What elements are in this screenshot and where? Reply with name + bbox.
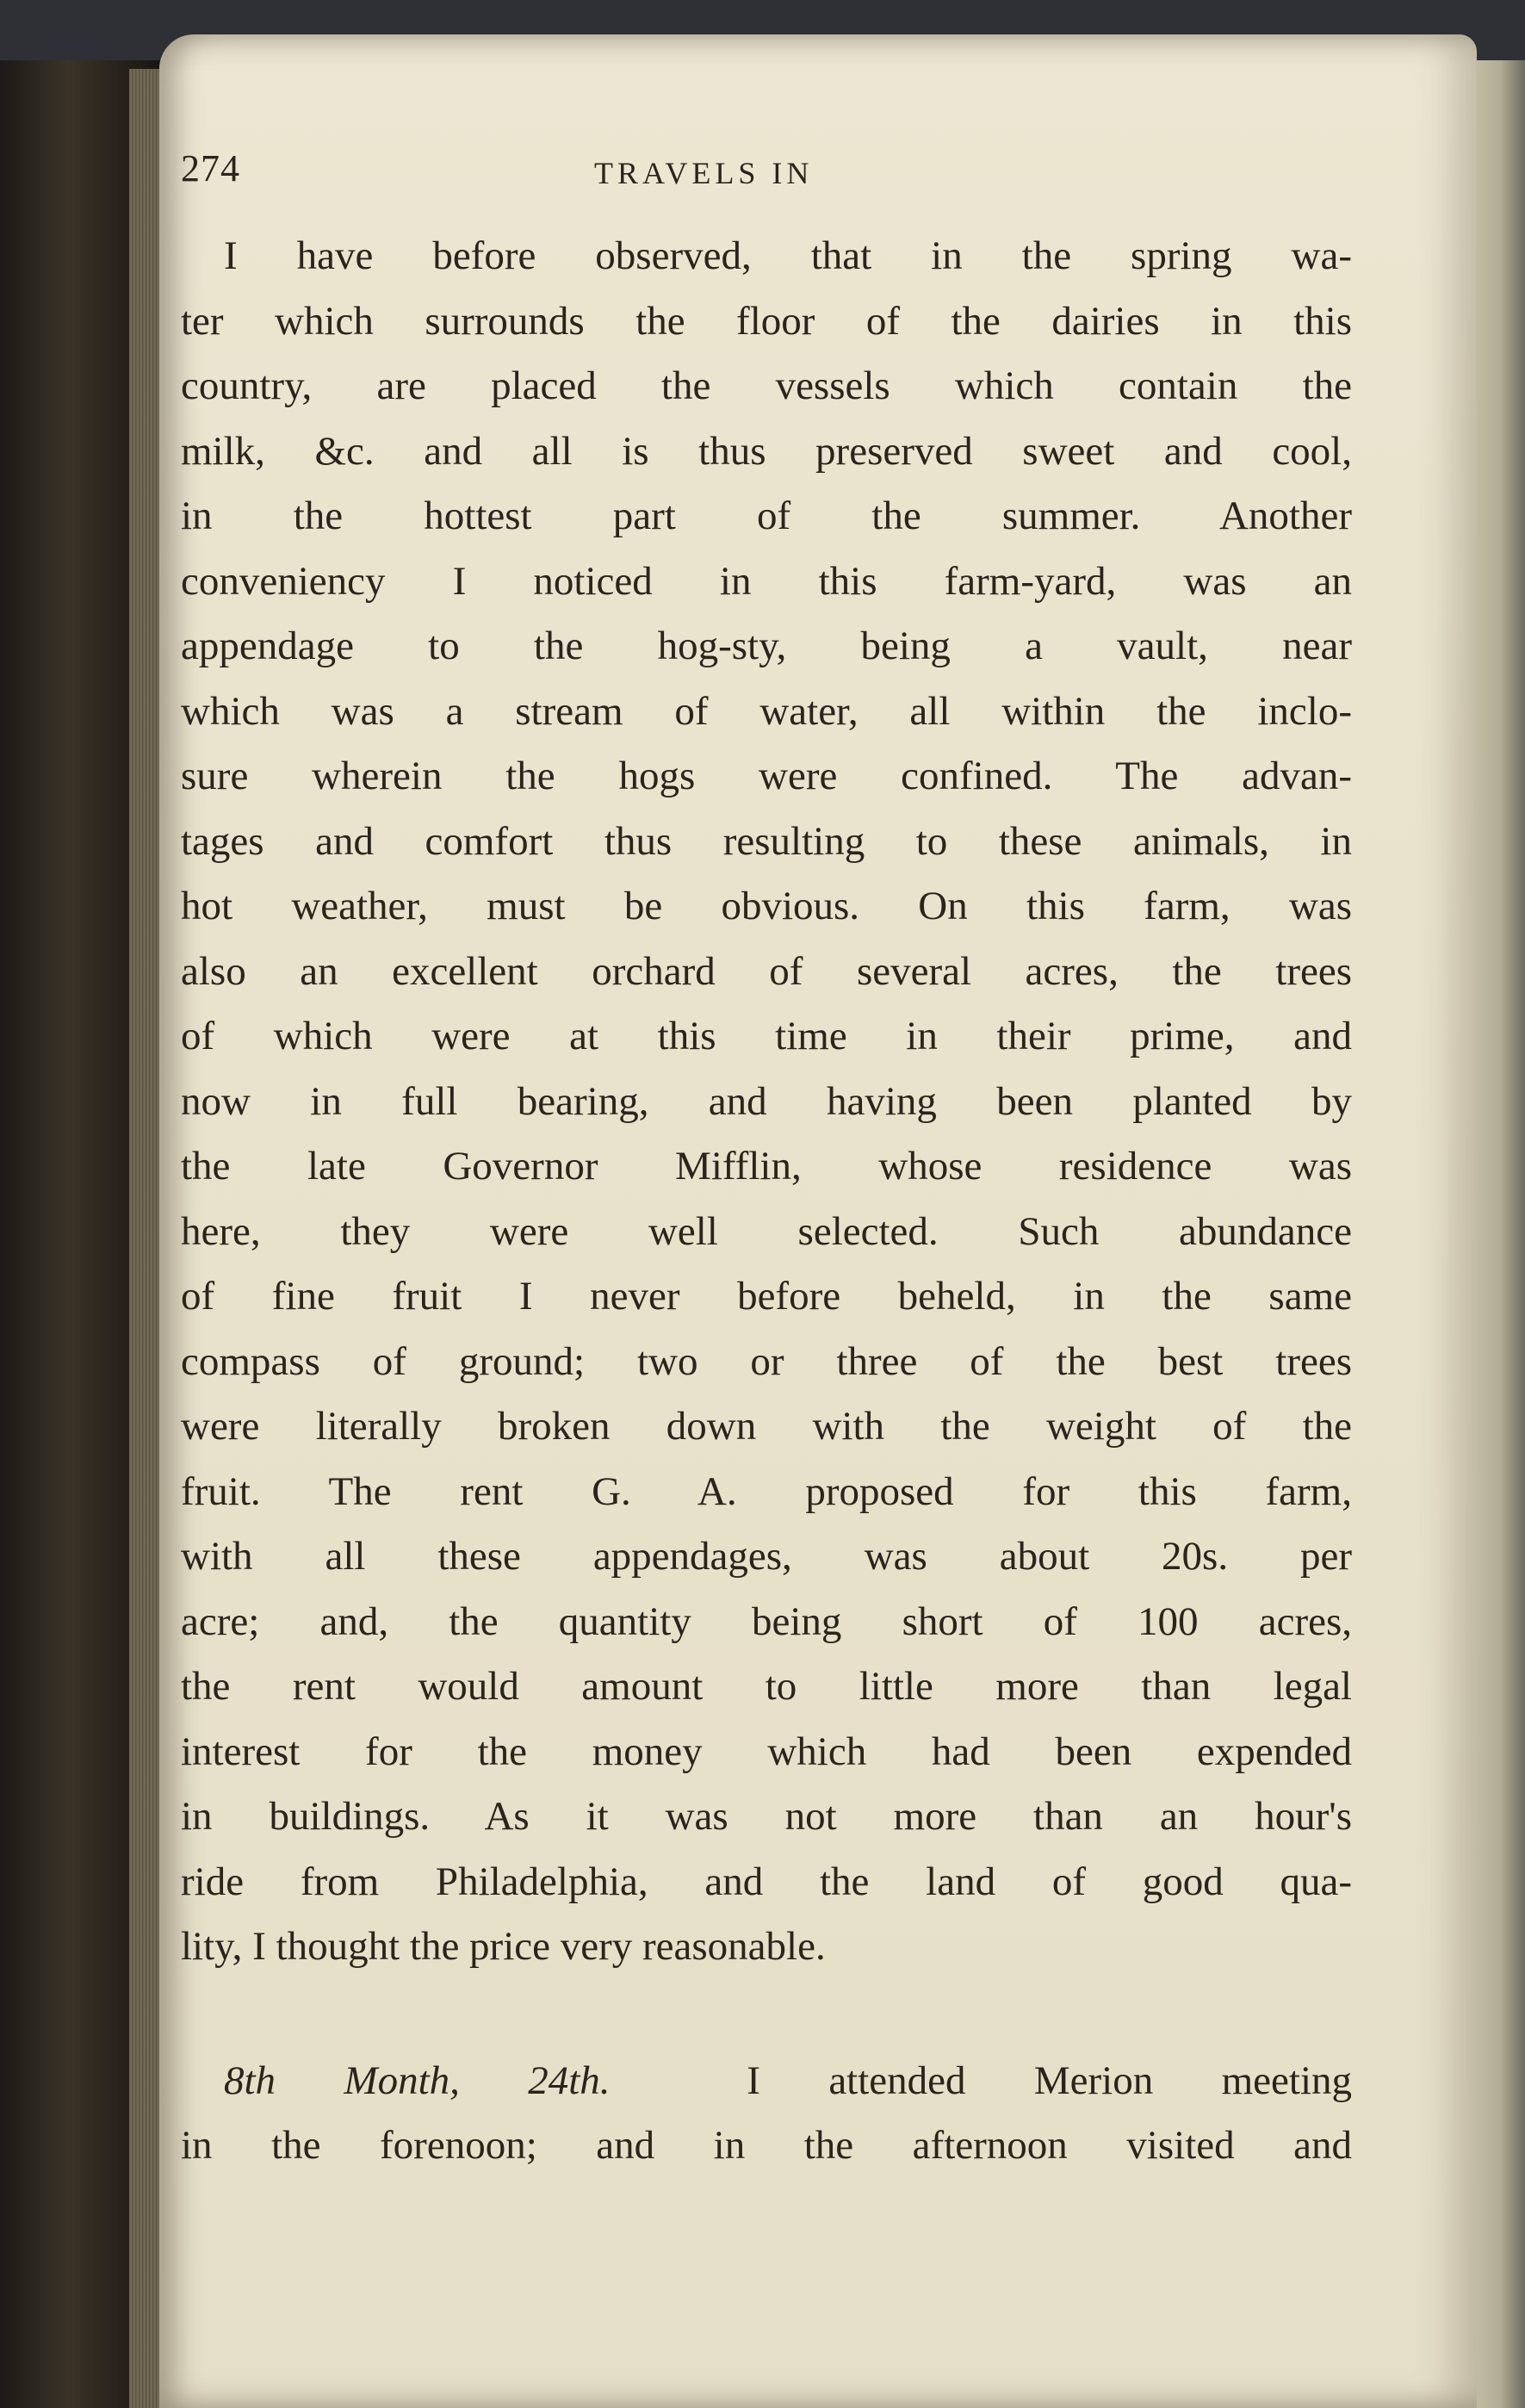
text-line: conveniency I noticed in this farm-yard, was an: [181, 558, 1352, 604]
text-line: here, they were well selected. Such abundance: [181, 1208, 1352, 1254]
text-line: with all these appendages, was about 20s. per: [181, 1534, 1352, 1579]
text-line: in buildings. As it was not more than an hour's: [181, 1794, 1352, 1839]
text-line: appendage to the hog-sty, being a vault, near: [181, 624, 1352, 668]
text-line: acre; and, the quantity being short of 100 acres,: [181, 1598, 1352, 1644]
text-line: the late Governor Mifflin, whose residence was: [181, 1144, 1352, 1188]
text-line: compass of ground; two or three of the best trees: [181, 1338, 1352, 1384]
paragraph-2: [181, 2049, 1352, 2179]
text-line: [181, 2049, 1352, 2114]
text-line: in the hottest part of the summer. Another: [181, 493, 1352, 538]
text-line: hot weather, must be obvious. On this farm, was: [181, 884, 1352, 928]
text-line: milk, &c. and all is thus preserved sweet and cool,: [181, 428, 1352, 474]
text-line: of fine fruit I never before beheld, in the same: [181, 1274, 1352, 1319]
text-line: interest for the money which had been expended: [181, 1728, 1352, 1774]
text-line: also an excellent orchard of several acres, the trees: [181, 948, 1352, 994]
text-line: ride from Philadelphia, and the land of good qua-: [181, 1859, 1352, 1904]
text-line: I have before observed, that in the spring wa-: [224, 233, 1352, 278]
text-line: were literally broken down with the weight of the: [181, 1404, 1352, 1449]
text-line: in the forenoon; and in the afternoon visited and: [181, 2123, 1352, 2168]
text-line: lity, I thought the price very reasonable.: [181, 1924, 826, 1969]
running-title: TRAVELS IN: [594, 156, 814, 190]
text-line: country, are placed the vessels which contain the: [181, 363, 1352, 408]
paragraph-1: [181, 224, 1352, 1980]
running-head: [181, 129, 1352, 224]
text-line: the rent would amount to little more than legal: [181, 1664, 1352, 1709]
page-number: 274: [181, 147, 240, 189]
page-content: [181, 129, 1352, 2179]
text-line: fruit. The rent G. A. proposed for this farm,: [181, 1468, 1352, 1514]
text-fragment: I attended Merion meeting: [747, 2057, 1353, 2103]
text-line: ter which surrounds the floor of the dairies in this: [181, 298, 1352, 344]
text-line: which was a stream of water, all within the inclo-: [181, 688, 1352, 734]
text-line: sure wherein the hogs were confined. The advan-: [181, 754, 1352, 798]
text-line: now in full bearing, and having been planted by: [181, 1078, 1352, 1124]
date-heading: 8th Month, 24th.: [224, 2057, 611, 2103]
text-line: tages and comfort thus resulting to these animals, in: [181, 818, 1352, 864]
text-line: of which were at this time in their prime, and: [181, 1014, 1352, 1058]
